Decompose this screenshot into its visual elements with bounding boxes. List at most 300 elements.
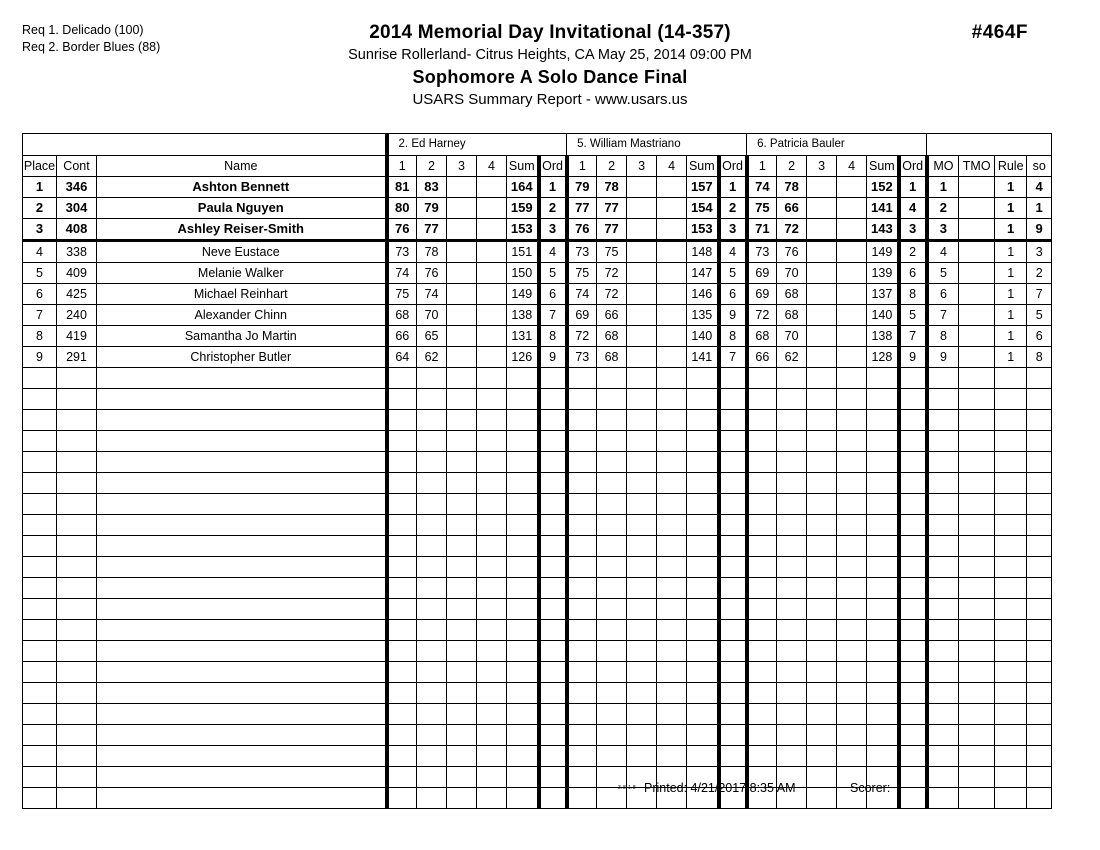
col-header-mo: MO	[927, 156, 959, 177]
col-header-j1-2: 2	[417, 156, 447, 177]
cell-j2-sum	[687, 431, 719, 452]
cell-rule	[995, 536, 1027, 557]
cell-mo	[927, 746, 959, 767]
cell-j2-ord	[719, 620, 747, 641]
cell-j3-ord	[899, 599, 927, 620]
cell-j1-3	[447, 198, 477, 219]
cell-j2-3	[627, 494, 657, 515]
cell-j1-2: 79	[417, 198, 447, 219]
table-row-empty[interactable]	[23, 578, 1052, 599]
cell-j1-sum: 138	[507, 305, 539, 326]
cell-j3-1: 72	[747, 305, 777, 326]
report-line: USARS Summary Report - www.usars.us	[412, 91, 688, 108]
cell-tmo	[959, 219, 995, 241]
cell-j1-1: 80	[387, 198, 417, 219]
cell-j3-ord	[899, 410, 927, 431]
cell-j3-sum	[867, 620, 899, 641]
cell-j2-2	[597, 473, 627, 494]
cell-j3-ord	[899, 725, 927, 746]
cell-j1-ord	[539, 368, 567, 389]
cell-so	[1027, 389, 1052, 410]
cell-j2-1	[567, 557, 597, 578]
cell-j3-4	[837, 557, 867, 578]
cell-j1-3	[447, 662, 477, 683]
cell-so	[1027, 473, 1052, 494]
col-header-j3-sum: Sum	[867, 156, 899, 177]
cell-j1-sum: 150	[507, 263, 539, 284]
cell-j1-1	[387, 641, 417, 662]
cell-j3-ord: 3	[899, 219, 927, 241]
cell-j3-3	[807, 177, 837, 198]
cell-mo: 1	[927, 177, 959, 198]
cell-j1-4	[477, 515, 507, 536]
cell-tmo	[959, 578, 995, 599]
cell-j1-ord	[539, 536, 567, 557]
cell-cont	[57, 431, 97, 452]
cell-j1-1	[387, 578, 417, 599]
cell-j1-2	[417, 494, 447, 515]
report-header	[0, 0, 1100, 120]
cell-j2-4	[657, 557, 687, 578]
cell-j1-3	[447, 305, 477, 326]
cell-j1-ord	[539, 662, 567, 683]
cell-so: 8	[1027, 347, 1052, 368]
cell-name: Alexander Chinn	[97, 305, 387, 326]
table-row[interactable]	[23, 241, 1052, 263]
cell-j3-1	[747, 662, 777, 683]
cell-j1-1	[387, 704, 417, 725]
cell-j2-sum	[687, 704, 719, 725]
cell-j1-ord	[539, 410, 567, 431]
cell-j3-1: 73	[747, 241, 777, 263]
cell-j3-3	[807, 662, 837, 683]
cell-j2-sum	[687, 662, 719, 683]
cell-j3-sum: 141	[867, 198, 899, 219]
cell-name: Melanie Walker	[97, 263, 387, 284]
cell-j1-3	[447, 704, 477, 725]
cell-j1-2: 70	[417, 305, 447, 326]
cell-j2-sum: 157	[687, 177, 719, 198]
cell-so	[1027, 683, 1052, 704]
cell-j2-2: 68	[597, 326, 627, 347]
cell-j2-3	[627, 410, 657, 431]
table-row[interactable]	[23, 177, 1052, 198]
cell-j3-sum: 138	[867, 326, 899, 347]
cell-place	[23, 704, 57, 725]
col-header-j1-4: 4	[477, 156, 507, 177]
cell-j1-ord	[539, 683, 567, 704]
cell-rule	[995, 431, 1027, 452]
cell-j3-ord	[899, 389, 927, 410]
cell-j3-3	[807, 599, 837, 620]
cell-tmo	[959, 241, 995, 263]
cell-j2-1: 76	[567, 219, 597, 241]
cell-j1-1	[387, 410, 417, 431]
cell-j1-sum: 164	[507, 177, 539, 198]
table-row-empty[interactable]	[23, 452, 1052, 473]
cell-tmo	[959, 389, 995, 410]
cell-rule: 1	[995, 219, 1027, 241]
cell-j3-2	[777, 620, 807, 641]
cell-j1-4	[477, 620, 507, 641]
table-row-empty[interactable]	[23, 431, 1052, 452]
col-header-j2-4: 4	[657, 156, 687, 177]
cell-j2-4	[657, 536, 687, 557]
cell-mo: 9	[927, 347, 959, 368]
cell-j3-ord	[899, 557, 927, 578]
cell-name	[97, 473, 387, 494]
cell-tmo	[959, 284, 995, 305]
cell-j3-3	[807, 263, 837, 284]
cell-place	[23, 389, 57, 410]
cell-mo: 3	[927, 219, 959, 241]
cell-j2-sum	[687, 683, 719, 704]
cell-j1-sum	[507, 662, 539, 683]
cell-tmo	[959, 452, 995, 473]
cell-j2-3	[627, 578, 657, 599]
cell-place	[23, 599, 57, 620]
cell-j3-4	[837, 662, 867, 683]
cell-j3-ord	[899, 368, 927, 389]
cell-j2-sum: 146	[687, 284, 719, 305]
cell-j1-2	[417, 578, 447, 599]
cell-j3-4	[837, 177, 867, 198]
cell-j2-2	[597, 725, 627, 746]
cell-cont	[57, 641, 97, 662]
scorer-label: Scorer:	[850, 781, 891, 795]
cell-cont	[57, 599, 97, 620]
cell-name	[97, 662, 387, 683]
cell-j3-2: 70	[777, 326, 807, 347]
table-row-empty[interactable]	[23, 662, 1052, 683]
col-header-so: so	[1027, 156, 1052, 177]
cell-j3-3	[807, 410, 837, 431]
cell-j3-4	[837, 725, 867, 746]
cell-j3-4	[837, 219, 867, 241]
table-row[interactable]	[23, 347, 1052, 368]
cell-j1-sum	[507, 389, 539, 410]
cell-j3-sum: 139	[867, 263, 899, 284]
cell-j2-ord	[719, 641, 747, 662]
cell-j2-3	[627, 347, 657, 368]
cell-so	[1027, 599, 1052, 620]
col-header-j1-1: 1	[387, 156, 417, 177]
cell-j2-sum	[687, 557, 719, 578]
cell-j3-2	[777, 368, 807, 389]
cell-j2-3	[627, 219, 657, 241]
cell-j2-4	[657, 431, 687, 452]
cell-j1-sum: 153	[507, 219, 539, 241]
cell-j2-4	[657, 410, 687, 431]
cell-name	[97, 599, 387, 620]
cell-place	[23, 578, 57, 599]
cell-j1-2	[417, 683, 447, 704]
cell-j3-sum: 143	[867, 219, 899, 241]
cell-cont: 346	[57, 177, 97, 198]
cell-tmo	[959, 473, 995, 494]
cell-j2-4	[657, 452, 687, 473]
cell-j1-2	[417, 641, 447, 662]
table-row[interactable]	[23, 219, 1052, 241]
cell-j3-4	[837, 473, 867, 494]
cell-name: Paula Nguyen	[97, 198, 387, 219]
cell-name	[97, 536, 387, 557]
cell-j1-1	[387, 746, 417, 767]
cell-j1-4	[477, 347, 507, 368]
cell-j2-ord	[719, 578, 747, 599]
cell-j1-sum: 159	[507, 198, 539, 219]
cell-j1-1: 75	[387, 284, 417, 305]
cell-j1-3	[447, 368, 477, 389]
cell-j1-sum	[507, 620, 539, 641]
cell-j2-3	[627, 452, 657, 473]
table-row[interactable]	[23, 263, 1052, 284]
table-row[interactable]	[23, 326, 1052, 347]
cell-j1-3	[447, 431, 477, 452]
cell-mo	[927, 368, 959, 389]
cell-j3-3	[807, 326, 837, 347]
cell-j3-sum	[867, 683, 899, 704]
cell-j2-4	[657, 683, 687, 704]
col-header-j2-1: 1	[567, 156, 597, 177]
cell-cont	[57, 368, 97, 389]
cell-j3-3	[807, 494, 837, 515]
cell-j3-1	[747, 536, 777, 557]
cell-j3-4	[837, 620, 867, 641]
cell-rule: 1	[995, 263, 1027, 284]
cell-name	[97, 368, 387, 389]
cell-j1-3	[447, 263, 477, 284]
cell-j1-4	[477, 389, 507, 410]
cell-place	[23, 494, 57, 515]
table-row-empty[interactable]	[23, 473, 1052, 494]
table-row-empty[interactable]	[23, 410, 1052, 431]
cell-j1-4	[477, 683, 507, 704]
col-header-j2-ord: Ord	[719, 156, 747, 177]
table-row-empty[interactable]	[23, 389, 1052, 410]
cell-so	[1027, 368, 1052, 389]
cell-j2-ord: 7	[719, 347, 747, 368]
cell-j1-sum	[507, 452, 539, 473]
cell-j1-ord: 3	[539, 219, 567, 241]
table-row[interactable]	[23, 198, 1052, 219]
cell-j2-ord: 6	[719, 284, 747, 305]
cell-j1-sum	[507, 704, 539, 725]
cell-j2-4	[657, 198, 687, 219]
cell-j3-2: 62	[777, 347, 807, 368]
cell-j2-3	[627, 198, 657, 219]
cell-place	[23, 410, 57, 431]
table-row-empty[interactable]	[23, 515, 1052, 536]
judge-header-1: 2. Ed Harney	[387, 134, 567, 156]
cell-j2-sum: 147	[687, 263, 719, 284]
cell-j2-4	[657, 219, 687, 241]
cell-place	[23, 725, 57, 746]
table-row-empty[interactable]	[23, 494, 1052, 515]
cell-place: 2	[23, 198, 57, 219]
cell-j1-4	[477, 473, 507, 494]
cell-j1-2	[417, 452, 447, 473]
cell-j3-1: 68	[747, 326, 777, 347]
cell-mo	[927, 515, 959, 536]
cell-j2-3	[627, 389, 657, 410]
cell-j1-4	[477, 452, 507, 473]
cell-j2-2: 77	[597, 219, 627, 241]
cell-cont	[57, 662, 97, 683]
cell-j2-4	[657, 515, 687, 536]
cell-j1-1	[387, 557, 417, 578]
cell-so	[1027, 704, 1052, 725]
cell-j3-2	[777, 389, 807, 410]
col-header-j1-3: 3	[447, 156, 477, 177]
cell-j3-2	[777, 641, 807, 662]
cell-mo: 7	[927, 305, 959, 326]
cell-j1-ord	[539, 389, 567, 410]
cell-j3-sum	[867, 599, 899, 620]
cell-j3-4	[837, 641, 867, 662]
cell-mo	[927, 578, 959, 599]
scores-table-wrapper	[22, 133, 1046, 809]
cell-j2-sum	[687, 410, 719, 431]
cell-j3-1	[747, 368, 777, 389]
table-row-empty[interactable]	[23, 725, 1052, 746]
cell-j3-sum	[867, 662, 899, 683]
cell-j2-3	[627, 725, 657, 746]
table-row-empty[interactable]	[23, 641, 1052, 662]
cell-j2-ord	[719, 389, 747, 410]
cell-place	[23, 536, 57, 557]
cell-j1-ord	[539, 725, 567, 746]
cell-j2-1	[567, 725, 597, 746]
table-row[interactable]	[23, 305, 1052, 326]
cell-j3-ord	[899, 452, 927, 473]
table-row-empty[interactable]	[23, 368, 1052, 389]
cell-cont: 409	[57, 263, 97, 284]
cell-j2-ord	[719, 431, 747, 452]
cell-rule	[995, 389, 1027, 410]
cell-j2-ord	[719, 368, 747, 389]
cell-rule	[995, 557, 1027, 578]
cell-j2-3	[627, 683, 657, 704]
cell-j2-1	[567, 683, 597, 704]
cell-j1-3	[447, 515, 477, 536]
cell-j2-3	[627, 241, 657, 263]
judge-header-3: 6. Patricia Bauler	[747, 134, 927, 156]
cell-j2-ord: 4	[719, 241, 747, 263]
cell-j2-3	[627, 515, 657, 536]
cell-j2-3	[627, 620, 657, 641]
scores-table-body	[23, 134, 1052, 809]
cell-j3-ord	[899, 704, 927, 725]
cell-j1-2	[417, 662, 447, 683]
col-header-j2-3: 3	[627, 156, 657, 177]
cell-j2-1	[567, 494, 597, 515]
cell-mo	[927, 599, 959, 620]
col-header-j3-4: 4	[837, 156, 867, 177]
cell-j1-ord	[539, 578, 567, 599]
cell-j1-1: 68	[387, 305, 417, 326]
judge-band-tail	[927, 134, 1052, 156]
cell-name: Ashley Reiser-Smith	[97, 219, 387, 241]
cell-cont	[57, 389, 97, 410]
cell-rule	[995, 662, 1027, 683]
title-block	[0, 21, 1100, 111]
cell-j3-3	[807, 347, 837, 368]
cell-j2-sum: 153	[687, 219, 719, 241]
cell-j3-3	[807, 641, 837, 662]
table-row-empty[interactable]	[23, 599, 1052, 620]
cell-j2-ord	[719, 725, 747, 746]
cell-j2-2	[597, 746, 627, 767]
cell-j3-2: 72	[777, 219, 807, 241]
cell-place: 9	[23, 347, 57, 368]
cell-j3-ord: 9	[899, 347, 927, 368]
cell-j2-2	[597, 620, 627, 641]
cell-j3-4	[837, 494, 867, 515]
cell-j2-1	[567, 704, 597, 725]
cell-j2-3	[627, 177, 657, 198]
cell-j3-ord	[899, 662, 927, 683]
cell-j1-4	[477, 431, 507, 452]
cell-j1-sum	[507, 725, 539, 746]
cell-j2-1	[567, 641, 597, 662]
cell-j1-1	[387, 599, 417, 620]
cell-j1-3	[447, 620, 477, 641]
cell-rule	[995, 368, 1027, 389]
table-row-empty[interactable]	[23, 683, 1052, 704]
cell-j1-1: 73	[387, 241, 417, 263]
cell-j3-1	[747, 389, 777, 410]
cell-j2-4	[657, 725, 687, 746]
cell-j2-3	[627, 536, 657, 557]
cell-so	[1027, 578, 1052, 599]
cell-j1-2	[417, 746, 447, 767]
cell-j2-1: 73	[567, 347, 597, 368]
cell-j2-4	[657, 494, 687, 515]
cell-j3-1: 69	[747, 263, 777, 284]
table-row-empty[interactable]	[23, 704, 1052, 725]
cell-place	[23, 662, 57, 683]
cell-j1-sum	[507, 578, 539, 599]
cell-j1-sum	[507, 515, 539, 536]
cell-j1-3	[447, 177, 477, 198]
table-row-empty[interactable]	[23, 536, 1052, 557]
cell-j3-ord	[899, 683, 927, 704]
cell-j2-ord: 1	[719, 177, 747, 198]
cell-j1-3	[447, 410, 477, 431]
cell-j3-1: 66	[747, 347, 777, 368]
cell-j3-3	[807, 515, 837, 536]
table-row[interactable]	[23, 284, 1052, 305]
cell-j2-2	[597, 704, 627, 725]
cell-j3-ord	[899, 515, 927, 536]
cell-j2-2	[597, 410, 627, 431]
cell-cont: 425	[57, 284, 97, 305]
table-row-empty[interactable]	[23, 557, 1052, 578]
table-row-empty[interactable]	[23, 620, 1052, 641]
cell-cont	[57, 557, 97, 578]
cell-j1-ord	[539, 641, 567, 662]
cell-j1-4	[477, 599, 507, 620]
col-header-rule: Rule	[995, 156, 1027, 177]
cell-j1-1	[387, 683, 417, 704]
table-row-empty[interactable]	[23, 746, 1052, 767]
cell-j3-4	[837, 452, 867, 473]
cell-j3-1	[747, 599, 777, 620]
cell-place: 8	[23, 326, 57, 347]
cell-rule: 1	[995, 326, 1027, 347]
cell-j3-sum	[867, 704, 899, 725]
